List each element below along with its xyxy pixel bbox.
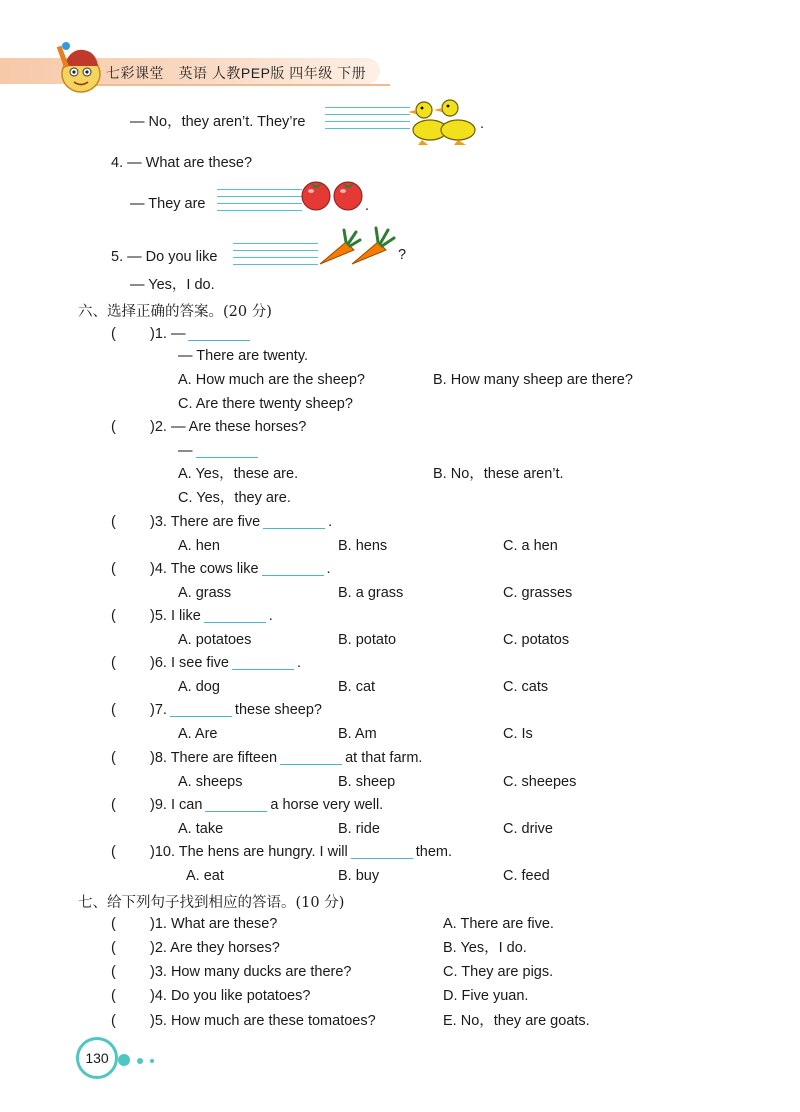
tomatoes-line-period: . [365, 198, 370, 214]
s7-answer-a: A. There are five. [443, 916, 554, 932]
answer-blank[interactable] [204, 608, 266, 623]
answer-blank[interactable] [232, 655, 294, 670]
answer-paren: ( [111, 419, 116, 435]
s6-q3-option-b: B. hens [338, 538, 388, 554]
answer-blank[interactable] [188, 326, 250, 341]
writing-lines-ducks [325, 107, 410, 135]
s7-q4: )4. Do you like potatoes? [150, 988, 311, 1004]
s6-q8-option-b: B. sheep [338, 774, 396, 790]
s6-q3-stem: )3. There are five . [150, 514, 333, 530]
s6-q10-option-c: C. feed [503, 868, 550, 884]
s6-q7-option-c: C. Is [503, 726, 533, 742]
s6-q9-option-a: A. take [178, 821, 224, 837]
s6-q10-option-a: A. eat [186, 868, 224, 884]
answer-paren: ( [111, 797, 116, 813]
answer-paren: ( [111, 1013, 116, 1029]
s7-answer-e: E. No，they are goats. [443, 1013, 590, 1029]
answer-paren: ( [111, 964, 116, 980]
answer-paren: ( [111, 750, 116, 766]
s6-q4-option-c: C. grasses [503, 585, 573, 601]
s6-q3-option-c: C. a hen [503, 538, 558, 554]
s6-q2-stem: )2. — Are these horses? [150, 419, 307, 435]
question-5-mark: ? [398, 247, 407, 263]
s6-q8-option-c: C. sheepes [503, 774, 577, 790]
question-5-answer: — Yes，I do. [130, 277, 215, 293]
s6-q8-option-a: A. sheeps [178, 774, 243, 790]
s6-q2-option-c: C. Yes，they are. [178, 490, 291, 506]
s6-q7-option-b: B. Am [338, 726, 377, 742]
s6-q6-stem: )6. I see five . [150, 655, 302, 671]
s6-q6-option-b: B. cat [338, 679, 376, 695]
s6-q9-stem: )9. I can a horse very well. [150, 797, 384, 813]
s6-q5-option-c: C. potatos [503, 632, 570, 648]
answer-blank[interactable] [170, 702, 232, 717]
section-6-title: 六、选择正确的答案。(20 分) [78, 304, 272, 320]
s7-q5: )5. How much are these tomatoes? [150, 1013, 376, 1029]
s7-answer-d: D. Five yuan. [443, 988, 529, 1004]
s6-q5-stem: )5. I like . [150, 608, 273, 624]
answer-blank[interactable] [262, 561, 324, 576]
s6-q6-option-a: A. dog [178, 679, 220, 695]
mascot-icon [52, 38, 110, 96]
s7-answer-c: C. They are pigs. [443, 964, 554, 980]
page-number: 130 [76, 1037, 118, 1079]
s6-q5-option-a: A. potatoes [178, 632, 252, 648]
page-dot-large [118, 1054, 130, 1066]
s6-q8-stem: )8. There are fifteen at that farm. [150, 750, 423, 766]
carrots-picture [316, 222, 400, 268]
ducks-picture [408, 94, 485, 146]
s7-q1: )1. What are these? [150, 916, 278, 932]
ducks-line-period: . [480, 116, 485, 132]
answer-paren: ( [111, 844, 116, 860]
answer-paren: ( [111, 702, 116, 718]
answer-paren: ( [111, 561, 116, 577]
section-7-title: 七、给下列句子找到相应的答语。(10 分) [78, 895, 345, 911]
s6-q3-option-a: A. hen [178, 538, 220, 554]
s6-q10-option-b: B. buy [338, 868, 380, 884]
answer-paren: ( [111, 916, 116, 932]
page-dot-small [150, 1059, 154, 1063]
s6-q2-line2: — [178, 442, 261, 460]
s6-q10-stem: )10. The hens are hungry. I will them. [150, 844, 452, 860]
s6-q7-option-a: A. Are [178, 726, 218, 742]
header-underline [90, 84, 390, 86]
answer-paren: ( [111, 514, 116, 530]
tomatoes-picture [300, 176, 366, 212]
answer-blank[interactable] [205, 797, 267, 812]
s6-q2-option-b: B. No，these aren’t. [433, 466, 564, 482]
s6-q7-stem: )7. these sheep? [150, 702, 322, 718]
ducks-line: — No，they aren’t. They’re [130, 114, 306, 130]
answer-blank[interactable] [351, 844, 413, 859]
s6-q1-option-b: B. How many sheep are there? [433, 372, 633, 388]
answer-paren: ( [111, 988, 116, 1004]
writing-lines-carrots [233, 243, 318, 271]
s7-answer-b: B. Yes，I do. [443, 940, 527, 956]
s6-q2-option-a: A. Yes，these are. [178, 466, 299, 482]
answer-blank[interactable] [196, 443, 258, 458]
page-dot-medium [137, 1058, 143, 1064]
header-title: 七彩课堂 英语 人教PEP版 四年级 下册 [106, 65, 367, 81]
s6-q4-stem: )4. The cows like . [150, 561, 331, 577]
s6-q5-option-b: B. potato [338, 632, 397, 648]
question-4-label: 4. — What are these? [111, 155, 253, 171]
answer-paren: ( [111, 940, 116, 956]
answer-blank[interactable] [280, 750, 342, 765]
s6-q6-option-c: C. cats [503, 679, 549, 695]
answer-paren: ( [111, 608, 116, 624]
s6-q9-option-b: B. ride [338, 821, 380, 837]
s6-q1-stem: )1. — [150, 325, 253, 343]
s7-q2: )2. Are they horses? [150, 940, 280, 956]
s6-q1-option-c: C. Are there twenty sheep? [178, 396, 353, 412]
answer-paren: ( [111, 326, 116, 342]
s6-q9-option-c: C. drive [503, 821, 553, 837]
s6-q1-option-a: A. How much are the sheep? [178, 372, 365, 388]
s6-q4-option-a: A. grass [178, 585, 232, 601]
s6-q4-option-b: B. a grass [338, 585, 404, 601]
writing-lines-tomatoes [217, 189, 302, 217]
answer-paren: ( [111, 655, 116, 671]
s7-q3: )3. How many ducks are there? [150, 964, 352, 980]
answer-blank[interactable] [263, 514, 325, 529]
question-5-label: 5. — Do you like [111, 249, 218, 265]
s6-q1-line2: — There are twenty. [178, 348, 309, 364]
question-4-answer: — They are [130, 196, 206, 212]
